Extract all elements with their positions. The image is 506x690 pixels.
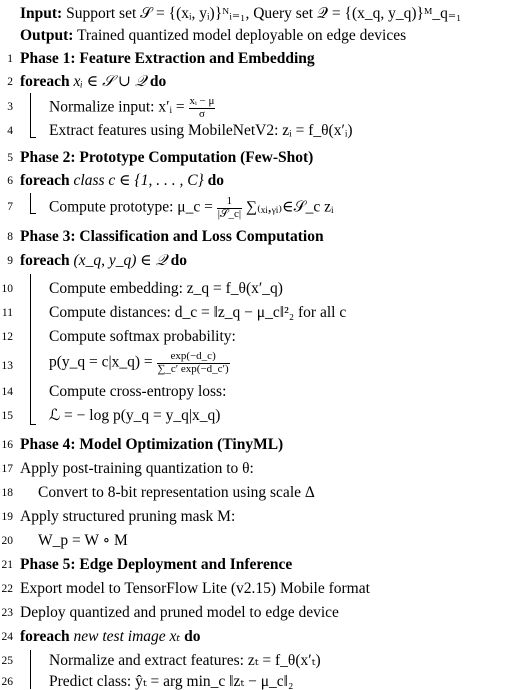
phase-heading: Phase 2: Prototype Computation (Few-Shot) [20,149,314,166]
line-number: 20 [1,535,13,547]
block-bar-foot [30,137,36,138]
statement [49,196,334,220]
fraction [217,196,242,220]
line-number: 2 [7,76,13,88]
fraction-numerator: exp(−d_c) [157,351,230,364]
block-bar-foot [30,213,36,214]
statement: Normalize and extract features: zₜ = f_θ(x′ₜ) [49,652,321,669]
line-number: 16 [1,439,13,451]
statement: Export model to TensorFlow Lite (v2.15) Mobile format [20,580,370,597]
loop-expression: (x_q, y_q) ∈ 𝒬 [69,252,171,269]
line-number: 4 [7,125,13,137]
block-bar [30,274,31,424]
statement-text: Compute prototype: μ_c = [49,198,217,216]
line-number: 6 [7,175,13,187]
line-number: 14 [1,386,13,398]
line-number: 22 [1,583,13,595]
fraction-denominator: σ [198,107,205,120]
keyword-do: do [149,73,167,90]
statement-suffix: ∑₍ₓᵢ,ᵧᵢ₎∈𝒮_c zᵢ [242,198,334,216]
line-number: 18 [1,487,13,499]
line-number: 5 [7,152,13,164]
line-number: 25 [1,655,13,667]
line-number: 12 [1,331,13,343]
line-number: 26 [1,676,13,688]
line-number: 8 [7,231,13,243]
line-number: 13 [1,360,13,372]
line-number: 19 [1,511,13,523]
phase-heading: Phase 3: Classification and Loss Computation [20,228,324,245]
statement: Compute embedding: z_q = f_θ(x′_q) [49,280,283,297]
keyword-foreach: foreach [20,252,70,269]
statement: Convert to 8-bit representation using scale Δ [38,484,315,501]
statement: Extract features using MobileNetV2: zᵢ = f_θ(x′ᵢ) [49,122,353,139]
loop-qualifier: class [69,172,105,189]
statement [49,96,215,120]
foreach-statement [20,74,166,90]
loop-qualifier: new test image [69,628,166,645]
phase-heading: Phase 4: Model Optimization (TinyML) [20,436,284,453]
keyword-do: do [184,628,201,645]
statement: Compute softmax probability: [49,328,236,345]
statement [49,351,230,375]
line-number: 11 [1,307,13,319]
fraction-denominator: |𝒮_c| [217,207,242,220]
line-number: 7 [7,201,13,213]
block-bar-foot [30,424,36,425]
fraction-numerator: xᵢ − μ [189,95,215,107]
line-number: 1 [7,53,13,65]
keyword-do: do [170,252,187,269]
foreach-statement [20,629,200,645]
line-number: 9 [7,255,13,267]
block-bar [30,93,31,137]
foreach-statement [20,173,224,189]
line-number: 3 [7,101,13,113]
phase-heading: Phase 1: Feature Extraction and Embedding [20,50,315,67]
line-number: 17 [1,463,13,475]
line-number: 23 [1,607,13,619]
statement: Deploy quantized and pruned model to edge device [20,604,339,621]
keyword-foreach: foreach [20,172,70,189]
loop-expression: xᵢ ∈ 𝒮 ∪ 𝒬 [69,73,150,90]
statement: W_p = W ∘ M [38,532,128,549]
phase-heading: Phase 5: Edge Deployment and Inference [20,556,293,573]
fraction [157,351,230,375]
foreach-statement [20,253,187,269]
statement: Predict class: ŷₜ = arg min_c ‖zₜ − μ_c‖₂ [49,673,294,690]
algorithm-output [20,28,406,44]
line-number: 15 [1,410,13,422]
output-label: Output: [20,27,74,44]
line-number: 10 [1,283,13,295]
fraction-denominator: ∑_c′ exp(−d_c′) [157,362,229,375]
statement: Apply post-training quantization to θ: [20,460,254,477]
statement-text: p(y_q = c|x_q) = [49,353,157,371]
statement: Compute distances: d_c = ‖z_q − μ_c‖²₂ for all c [49,304,347,321]
statement: Apply structured pruning mask M: [20,508,236,525]
keyword-do: do [207,172,224,189]
statement-text: Normalize input: x′ᵢ = [49,98,189,116]
keyword-foreach: foreach [20,73,70,90]
block-bar [30,193,31,213]
loop-expression: c ∈ {1, . . . , C} [104,172,208,189]
input-label: Input: [20,5,63,22]
input-text: Support set 𝒮 = {(xᵢ, yᵢ)}ᴺᵢ₌₁, Query set 𝒬 = {(x_q, y_q)}ᴹ_q₌₁ [62,5,462,22]
loop-expression: xₜ [165,628,185,645]
output-text: Trained quantized model deployable on edge devices [73,27,407,44]
statement: Compute cross-entropy loss: [49,383,227,400]
keyword-foreach: foreach [20,628,70,645]
block-bar [30,650,31,689]
line-number: 24 [1,631,13,643]
fraction [189,96,216,120]
statement: ℒ = − log p(y_q = y_q|x_q) [49,407,221,424]
line-number: 21 [1,559,13,571]
algorithm-input [20,6,461,22]
fraction-numerator: 1 [217,196,242,209]
